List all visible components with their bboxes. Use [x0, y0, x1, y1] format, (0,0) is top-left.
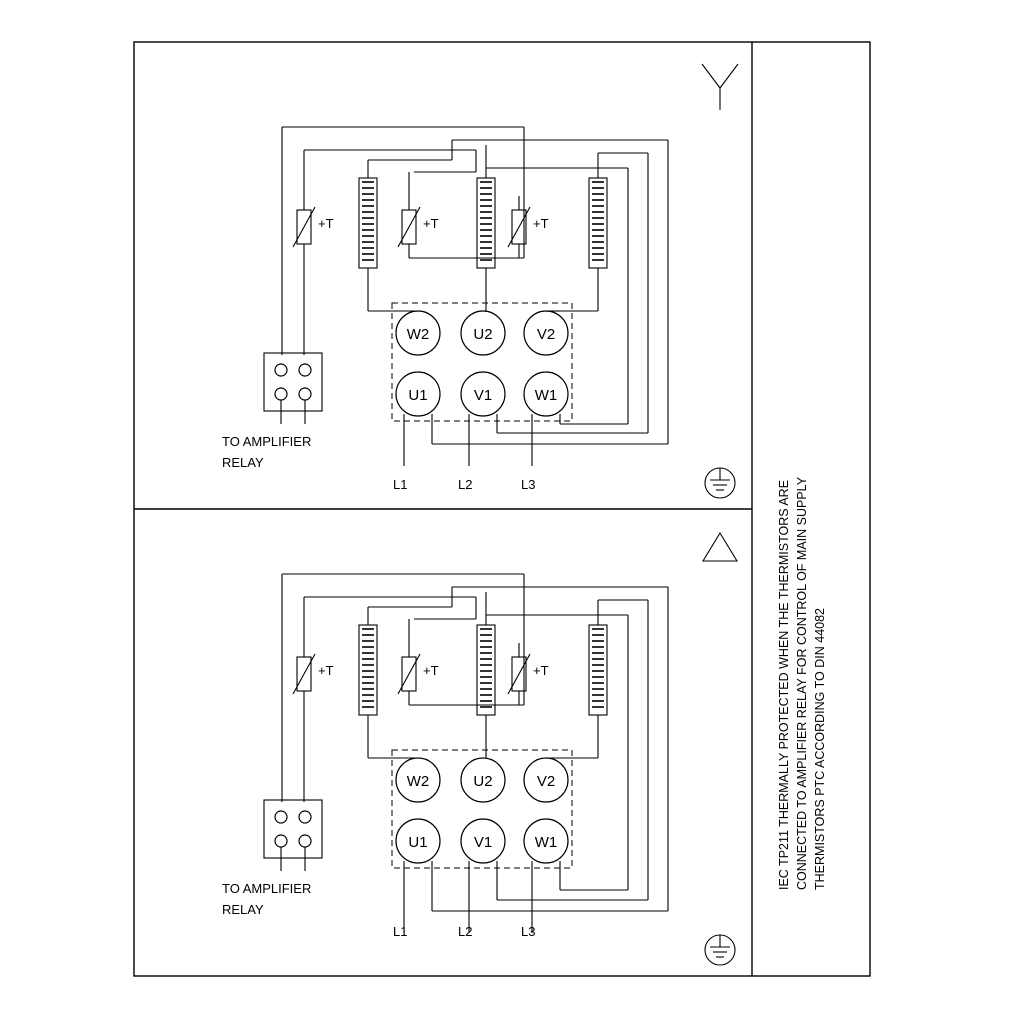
winding-coil-v	[589, 178, 607, 268]
amplifier-label-line-2: RELAY	[222, 902, 264, 917]
terminal-row-top	[396, 311, 568, 355]
winding-coil-w	[359, 625, 377, 715]
panel-star	[222, 64, 738, 498]
earth-ground-symbol	[705, 935, 735, 965]
delta-triangle-symbol	[703, 533, 737, 561]
thermistor-3	[508, 196, 549, 258]
terminal-label-v2: V2	[536, 326, 556, 343]
amplifier-label-line-1: TO AMPLIFIER	[222, 434, 312, 449]
note-line-1: IEC TP211 THERMALLY PROTECTED WHEN THE THERMISTORS ARE	[777, 479, 791, 890]
star-y-symbol	[702, 64, 738, 110]
terminal-label-w1: W1	[534, 834, 558, 851]
thermistor-2	[398, 196, 439, 258]
supply-label-l1: L1	[393, 924, 408, 939]
terminal-row-bottom	[396, 819, 568, 863]
title-block-note	[777, 476, 827, 890]
terminal-label-w1: W1	[534, 387, 558, 404]
thermistor-label-2: +T	[423, 663, 439, 678]
thermistor-1	[293, 196, 334, 258]
supply-label-l3: L3	[521, 924, 536, 939]
note-line-3: THERMISTORS PTC ACCORDING TO DIN 44082	[813, 607, 827, 890]
terminal-row-top	[396, 758, 568, 802]
thermistor-label-2: +T	[423, 216, 439, 231]
supply-label-l2: L2	[458, 924, 473, 939]
winding-coil-v	[589, 625, 607, 715]
supply-label-l2: L2	[458, 477, 473, 492]
terminal-row-bottom	[396, 372, 568, 416]
thermistor-label-1: +T	[318, 663, 334, 678]
terminal-label-v1: V1	[473, 387, 493, 404]
supply-label-l1: L1	[393, 477, 408, 492]
thermistor-2	[398, 643, 439, 705]
terminal-label-u2: U2	[473, 773, 493, 790]
amplifier-label-line-2: RELAY	[222, 455, 264, 470]
winding-coil-w	[359, 178, 377, 268]
terminal-label-u2: U2	[473, 326, 493, 343]
supply-label-l3: L3	[521, 477, 536, 492]
thermistor-label-3: +T	[533, 216, 549, 231]
terminal-label-w2: W2	[406, 773, 430, 790]
terminal-label-w2: W2	[406, 326, 430, 343]
amplifier-terminal-block	[264, 800, 322, 871]
amplifier-terminal-block	[264, 353, 322, 424]
winding-coil-u	[477, 625, 495, 715]
terminal-label-v2: V2	[536, 773, 556, 790]
terminal-label-v1: V1	[473, 834, 493, 851]
note-line-2: CONNECTED TO AMPLIFIER RELAY FOR CONTROL OF MAIN SUPPLY	[795, 476, 809, 890]
terminal-label-u1: U1	[408, 834, 428, 851]
panel-delta	[222, 533, 737, 965]
thermistor-label-3: +T	[533, 663, 549, 678]
terminal-label-u1: U1	[408, 387, 428, 404]
winding-coil-u	[477, 178, 495, 268]
thermistor-3	[508, 643, 549, 705]
thermistor-label-1: +T	[318, 216, 334, 231]
thermistor-1	[293, 643, 334, 705]
amplifier-label-line-1: TO AMPLIFIER	[222, 881, 312, 896]
earth-ground-symbol	[705, 468, 735, 498]
